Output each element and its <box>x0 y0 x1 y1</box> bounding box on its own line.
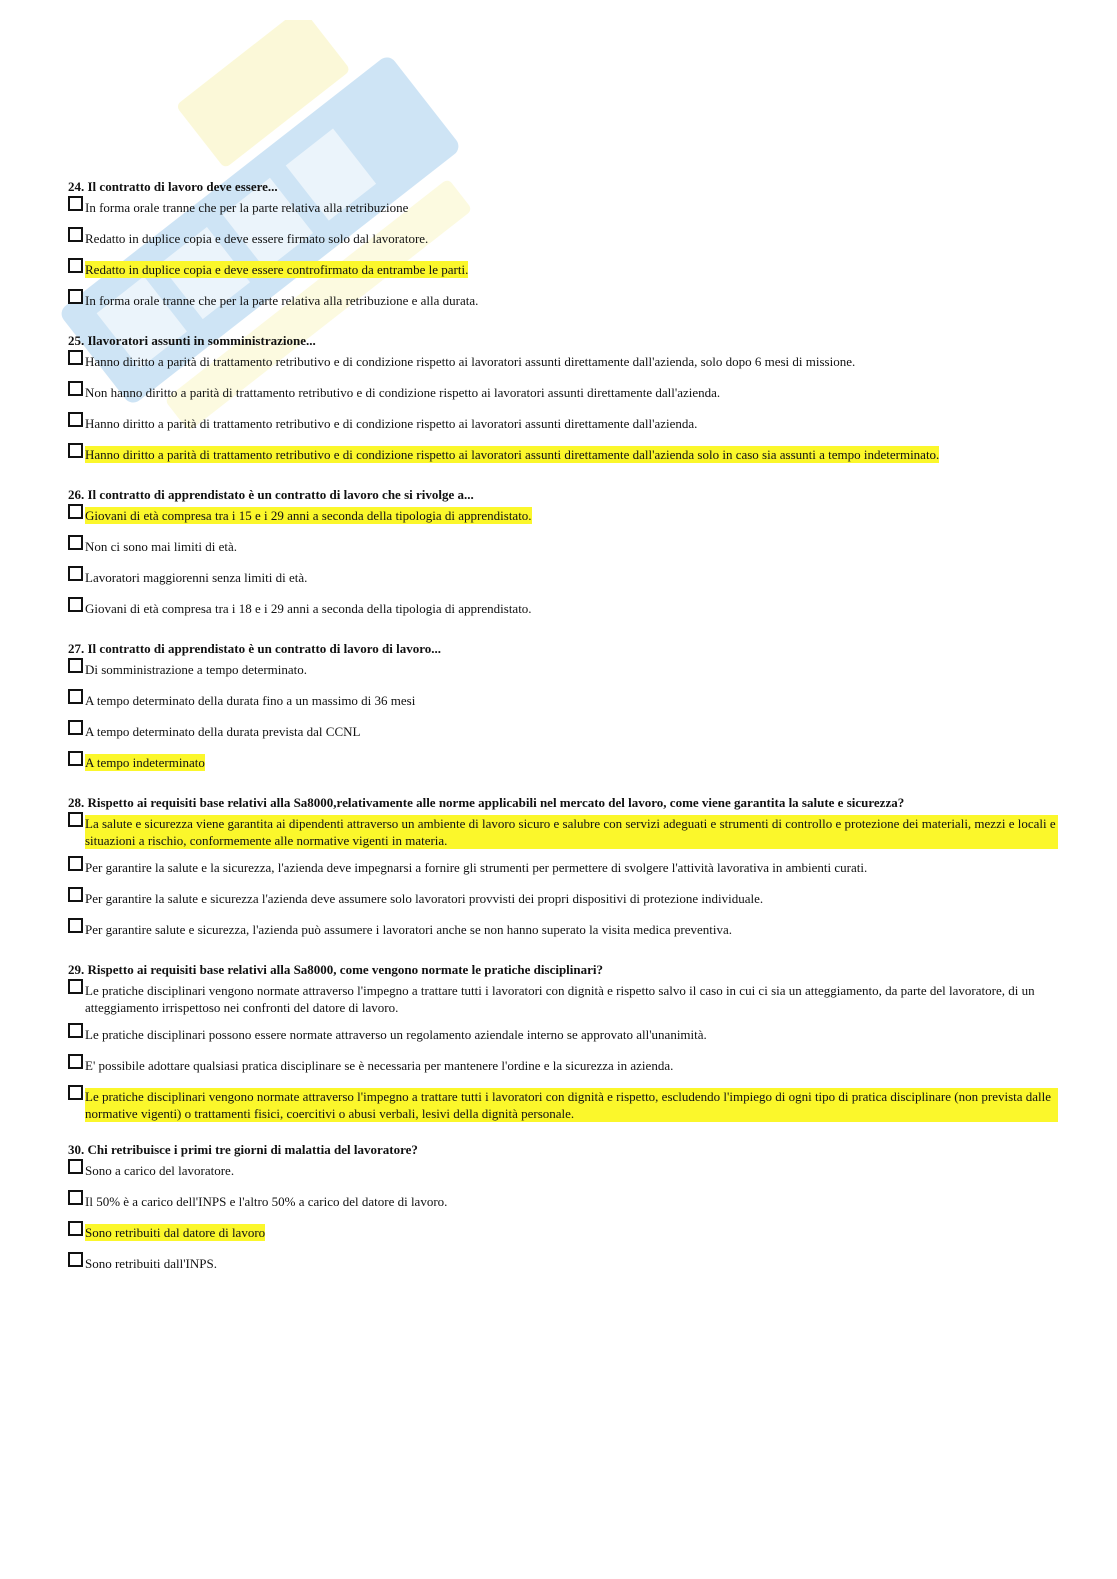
answer-option[interactable] <box>68 538 1058 559</box>
checkbox-icon[interactable] <box>68 258 83 273</box>
answer-text: Non hanno diritto a parità di trattamento retributivo e di condizione rispetto ai lavoratori assunti direttamente dall'azienda. <box>85 385 721 400</box>
answer-text: Hanno diritto a parità di trattamento retributivo e di condizione rispetto ai lavoratori assunti direttamente dall'azienda, solo dopo 6 mesi di missione. <box>85 354 856 369</box>
answer-text: Di somministrazione a tempo determinato. <box>85 662 308 677</box>
question-title: 29. Rispetto ai requisiti base relativi alla Sa8000, come vengono normate le pratiche disciplinari? <box>68 962 604 977</box>
answer-option[interactable] <box>68 1162 1058 1183</box>
checkbox-icon[interactable] <box>68 1085 83 1100</box>
answer-text: Il 50% è a carico dell'INPS e l'altro 50% a carico del datore di lavoro. <box>85 1194 448 1209</box>
answer-option[interactable] <box>68 815 1058 849</box>
answer-option[interactable] <box>68 507 1058 528</box>
question-block <box>68 486 1058 621</box>
answer-option[interactable] <box>68 1057 1058 1078</box>
answer-text: Redatto in duplice copia e deve essere firmato solo dal lavoratore. <box>85 231 429 246</box>
question-title: 26. Il contratto di apprendistato è un contratto di lavoro che si rivolge a... <box>68 487 474 502</box>
answer-text: E' possibile adottare qualsiasi pratica disciplinare se è necessaria per mantenere l'ordine e la sicurezza in azienda. <box>85 1058 674 1073</box>
checkbox-icon[interactable] <box>68 1252 83 1267</box>
answer-option[interactable] <box>68 600 1058 621</box>
checkbox-icon[interactable] <box>68 979 83 994</box>
checkbox-icon[interactable] <box>68 856 83 871</box>
answer-option[interactable] <box>68 415 1058 436</box>
question-block <box>68 332 1058 467</box>
checkbox-icon[interactable] <box>68 289 83 304</box>
answer-text-highlighted: Redatto in duplice copia e deve essere controfirmato da entrambe le parti. <box>85 262 469 277</box>
quiz-document <box>68 178 1058 1295</box>
question-title: 30. Chi retribuisce i primi tre giorni di malattia del lavoratore? <box>68 1142 418 1157</box>
answer-option[interactable] <box>68 353 1058 374</box>
checkbox-icon[interactable] <box>68 720 83 735</box>
checkbox-icon[interactable] <box>68 597 83 612</box>
answer-text: Non ci sono mai limiti di età. <box>85 539 238 554</box>
checkbox-icon[interactable] <box>68 196 83 211</box>
answer-text: In forma orale tranne che per la parte relativa alla retribuzione e alla durata. <box>85 293 479 308</box>
answer-text: Le pratiche disciplinari vengono normate attraverso l'impegno a trattare tutti i lavoratori con dignità e rispetto salvo il caso in cui ci sia un atteggiamento, da parte del lavoratore, di un atteggiamento irrispettoso nei confronti del datore di lavoro. <box>85 983 1035 1015</box>
answer-option[interactable] <box>68 446 1058 467</box>
checkbox-icon[interactable] <box>68 535 83 550</box>
answer-option[interactable] <box>68 292 1058 313</box>
checkbox-icon[interactable] <box>68 412 83 427</box>
checkbox-icon[interactable] <box>68 443 83 458</box>
answer-option[interactable] <box>68 1255 1058 1276</box>
answer-text: Per garantire la salute e la sicurezza, l'azienda deve impegnarsi a fornire gli strumenti per permettere di svolgere l'attività lavorativa in ambienti curati. <box>85 860 868 875</box>
answer-text: A tempo determinato della durata prevista dal CCNL <box>85 724 361 739</box>
question-block <box>68 1141 1058 1276</box>
answer-option[interactable] <box>68 1224 1058 1245</box>
checkbox-icon[interactable] <box>68 1190 83 1205</box>
checkbox-icon[interactable] <box>68 1023 83 1038</box>
checkbox-icon[interactable] <box>68 751 83 766</box>
question-title: 25. Ilavoratori assunti in somministrazione... <box>68 333 316 348</box>
answer-text: Per garantire la salute e sicurezza l'azienda deve assumere solo lavoratori provvisti dei propri dispositivi di protezione individuale. <box>85 891 764 906</box>
answer-option[interactable] <box>68 1193 1058 1214</box>
answer-text: Sono a carico del lavoratore. <box>85 1163 235 1178</box>
checkbox-icon[interactable] <box>68 918 83 933</box>
answer-option[interactable] <box>68 754 1058 775</box>
checkbox-icon[interactable] <box>68 1054 83 1069</box>
answer-text: Giovani di età compresa tra i 18 e i 29 anni a seconda della tipologia di apprendistato. <box>85 601 532 616</box>
question-block <box>68 178 1058 313</box>
answer-text-highlighted: La salute e sicurezza viene garantita ai dipendenti attraverso un ambiente di lavoro sicuro e salubre con servizi adeguati e strumenti di controllo e protezione dei materiali, mezzi e locali e situazioni a rischio, conformemente alle normative vigenti in materia. <box>85 815 1058 849</box>
answer-text-highlighted: Hanno diritto a parità di trattamento retributivo e di condizione rispetto ai lavoratori assunti direttamente dall'azienda solo in caso sia assunti a tempo indeterminato. <box>85 447 940 462</box>
answer-text-highlighted: A tempo indeterminato <box>85 755 205 770</box>
checkbox-icon[interactable] <box>68 227 83 242</box>
answer-text: Le pratiche disciplinari possono essere normate attraverso un regolamento aziendale interno se approvato all'unanimità. <box>85 1027 707 1042</box>
checkbox-icon[interactable] <box>68 381 83 396</box>
checkbox-icon[interactable] <box>68 350 83 365</box>
answer-text: Per garantire salute e sicurezza, l'azienda può assumere i lavoratori anche se non hanno superato la visita medica preventiva. <box>85 922 733 937</box>
question-title: 28. Rispetto ai requisiti base relativi alla Sa8000,relativamente alle norme applicabili nel mercato del lavoro, come viene garantita la salute e sicurezza? <box>68 795 905 810</box>
answer-option[interactable] <box>68 384 1058 405</box>
answer-option[interactable] <box>68 1026 1058 1047</box>
answer-option[interactable] <box>68 921 1058 942</box>
checkbox-icon[interactable] <box>68 1221 83 1236</box>
answer-text: In forma orale tranne che per la parte relativa alla retribuzione <box>85 200 409 215</box>
answer-text: Sono retribuiti dall'INPS. <box>85 1256 217 1271</box>
answer-option[interactable] <box>68 859 1058 880</box>
answer-option[interactable] <box>68 723 1058 744</box>
question-block <box>68 961 1058 1122</box>
answer-option[interactable] <box>68 230 1058 251</box>
answer-option[interactable] <box>68 569 1058 590</box>
checkbox-icon[interactable] <box>68 504 83 519</box>
checkbox-icon[interactable] <box>68 658 83 673</box>
answer-option[interactable] <box>68 1088 1058 1122</box>
checkbox-icon[interactable] <box>68 812 83 827</box>
answer-text: Lavoratori maggiorenni senza limiti di età. <box>85 570 308 585</box>
answer-text-highlighted: Le pratiche disciplinari vengono normate attraverso l'impegno a trattare tutti i lavoratori con dignità e rispetto, escludendo l'impiego di ogni tipo di pratica disciplinare (non prevista dalle normative vigenti) o trattamenti fisici, coercitivi o abusi verbali, lesivi della dignità personale. <box>85 1088 1058 1122</box>
question-block <box>68 794 1058 942</box>
question-block <box>68 640 1058 775</box>
question-title: 24. Il contratto di lavoro deve essere... <box>68 179 278 194</box>
answer-option[interactable] <box>68 982 1058 1016</box>
answer-option[interactable] <box>68 261 1058 282</box>
answer-option[interactable] <box>68 661 1058 682</box>
question-title: 27. Il contratto di apprendistato è un contratto di lavoro di lavoro... <box>68 641 442 656</box>
checkbox-icon[interactable] <box>68 566 83 581</box>
answer-text-highlighted: Giovani di età compresa tra i 15 e i 29 anni a seconda della tipologia di apprendistato. <box>85 508 532 523</box>
answer-text: A tempo determinato della durata fino a un massimo di 36 mesi <box>85 693 416 708</box>
answer-option[interactable] <box>68 199 1058 220</box>
checkbox-icon[interactable] <box>68 689 83 704</box>
checkbox-icon[interactable] <box>68 887 83 902</box>
answer-text-highlighted: Sono retribuiti dal datore di lavoro <box>85 1225 266 1240</box>
answer-option[interactable] <box>68 890 1058 911</box>
checkbox-icon[interactable] <box>68 1159 83 1174</box>
answer-option[interactable] <box>68 692 1058 713</box>
answer-text: Hanno diritto a parità di trattamento retributivo e di condizione rispetto ai lavoratori assunti direttamente dall'azienda. <box>85 416 698 431</box>
